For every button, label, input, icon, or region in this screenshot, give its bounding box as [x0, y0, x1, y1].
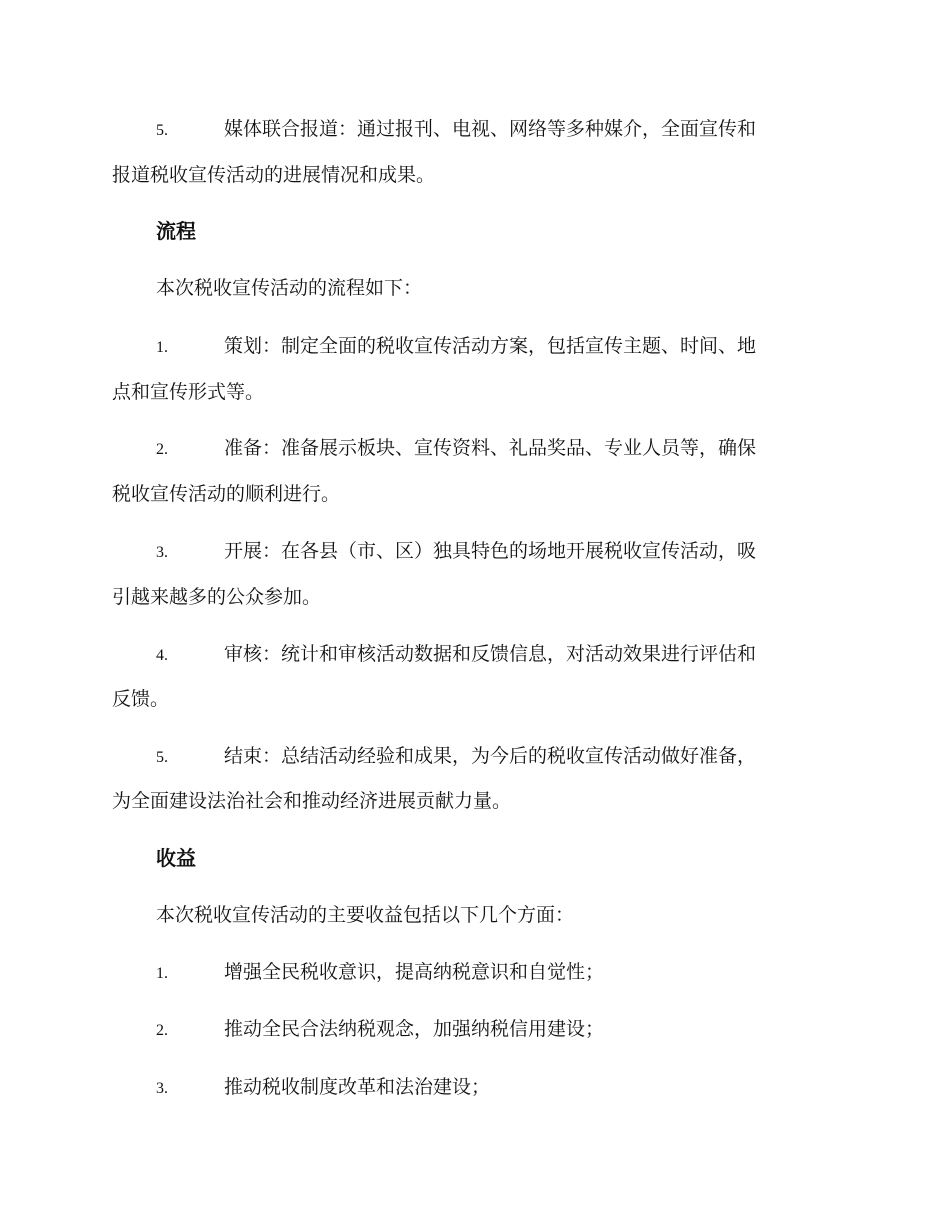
process-item-2-line2: 税收宣传活动的顺利进行。: [112, 483, 341, 505]
process-item-3-line2: 引越来越多的公众参加。: [112, 586, 322, 608]
list-text: 策划：制定全面的税收宣传活动方案，包括宣传主题、时间、地: [224, 335, 757, 357]
list-text: 准备：准备展示板块、宣传资料、礼品奖品、专业人员等，确保: [224, 437, 757, 459]
process-item-2-line1: [112, 425, 836, 473]
process-item-5-line2: 为全面建设法治社会和推动经济进展贡献力量。: [112, 790, 512, 812]
list-text: 审核：统计和审核活动数据和反馈信息，对活动效果进行评估和: [224, 643, 757, 665]
list-number: 5.: [156, 122, 168, 139]
process-item-4-line1: [112, 631, 836, 679]
list-text: 增强全民税收意识，提高纳税意识和自觉性；: [224, 961, 605, 983]
benefit-item-2: [112, 1006, 836, 1054]
list-number: 3.: [156, 544, 168, 561]
media-report-item-line2: 报道税收宣传活动的进展情况和成果。: [112, 164, 436, 186]
list-number: 5.: [156, 749, 168, 766]
process-item-4-line2: 反馈。: [112, 688, 170, 710]
benefit-item-1: [112, 949, 836, 997]
process-item-5-line1: [112, 733, 836, 781]
list-text: 结束：总结活动经验和成果，为今后的税收宣传活动做好准备，: [224, 745, 757, 767]
list-number: 4.: [156, 647, 168, 664]
process-item-1-line2: 点和宣传形式等。: [112, 381, 265, 403]
process-intro: 本次税收宣传活动的流程如下：: [156, 277, 423, 299]
list-text: 推动全民合法纳税观念，加强纳税信用建设；: [224, 1018, 605, 1040]
process-item-1-line1: [112, 323, 836, 371]
section-heading-benefits: 收益: [156, 846, 196, 870]
list-text: 开展：在各县（市、区）独具特色的场地开展税收宣传活动，吸: [224, 540, 757, 562]
list-text: 推动税收制度改革和法治建设；: [224, 1076, 491, 1098]
media-report-item-line1: [112, 106, 836, 154]
list-number: 1.: [156, 339, 168, 356]
section-heading-process: 流程: [156, 219, 196, 243]
list-number: 3.: [156, 1080, 168, 1097]
list-number: 2.: [156, 1022, 168, 1039]
list-text: 媒体联合报道：通过报刊、电视、网络等多种媒介，全面宣传和: [224, 118, 757, 140]
list-number: 1.: [156, 965, 168, 982]
benefits-intro: 本次税收宣传活动的主要收益包括以下几个方面：: [156, 904, 575, 926]
list-number: 2.: [156, 441, 168, 458]
process-item-3-line1: [112, 528, 836, 576]
benefit-item-3: [112, 1064, 836, 1112]
